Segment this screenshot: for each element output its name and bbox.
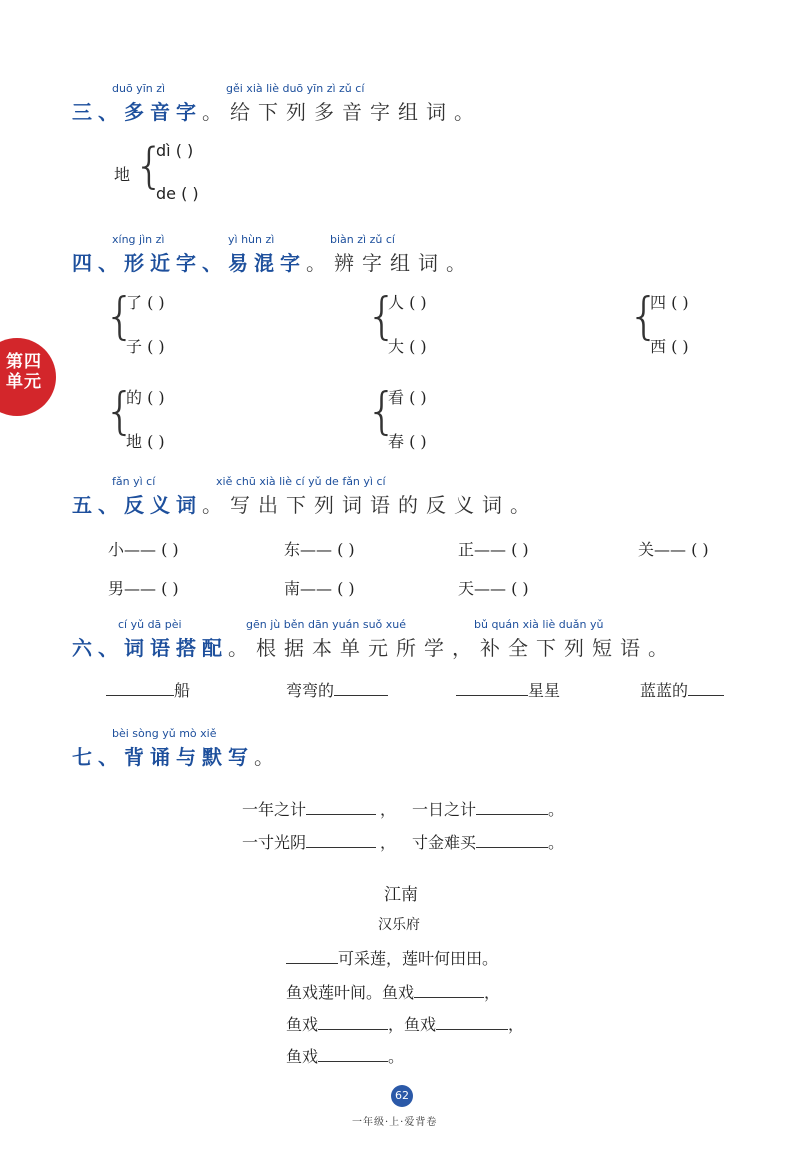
s7-line-1-c: 一日之计 [412, 800, 477, 819]
s7-blank-2[interactable] [476, 798, 548, 815]
s6-phrase-4 [640, 678, 724, 701]
s6-pinyin-b: gēn jù běn dān yuán suǒ xué [246, 618, 407, 631]
s4-pair-2-b: 大 ( ) [388, 337, 427, 356]
s7-line-2-a: 一寸光阴 [242, 833, 307, 852]
unit-badge-line2: 单元 [6, 372, 42, 392]
s4-pair-5-a: 看 ( ) [388, 388, 427, 407]
s5-item-4: 关—— ( ) [638, 540, 709, 559]
poem-blank-3[interactable] [318, 1013, 388, 1030]
s6-label: 六、词语搭配 [72, 636, 228, 660]
s5-item-3: 正—— ( ) [458, 540, 529, 559]
s7-line-1-b: ， [380, 800, 397, 819]
s6-pinyin-a: cí yǔ dā pèi [118, 618, 182, 631]
poem-line-2-b: 。鱼戏 [366, 983, 415, 1002]
s5-pinyin-b: xiě chū xià liè cí yǔ de fǎn yì cí [216, 475, 386, 488]
s3-pinyin-a: duō yīn zì [112, 82, 166, 95]
poem-line-1-text: 可采莲，莲叶何田田。 [338, 949, 499, 968]
s6-phrase-1 [106, 678, 190, 701]
poem-line-4-b: 。 [388, 1047, 405, 1066]
s4-brace-1: { [104, 287, 136, 345]
s5-item-6: 南—— ( ) [284, 579, 355, 598]
s7-instruction: 。 [254, 745, 282, 769]
s7-line-2 [242, 830, 564, 853]
s6-instruction: 。根据本单元所学，补全下列短语。 [228, 636, 676, 660]
s5-item-1: 小—— ( ) [108, 540, 179, 559]
s3-pinyin-b: gěi xià liè duō yīn zì zǔ cí [226, 82, 365, 95]
poem-line-2-a: 鱼戏莲叶间 [286, 983, 367, 1002]
s4-pinyin-a: xíng jìn zì [112, 233, 165, 246]
poem-line-3-c: ， [508, 1015, 525, 1034]
s4-pair-2-a: 人 ( ) [388, 293, 427, 312]
s4-brace-3: { [628, 287, 660, 345]
s4-heading [72, 247, 474, 276]
s7-line-2-d: 。 [548, 833, 565, 852]
s4-label: 四、形近字、易混字 [72, 251, 306, 275]
s4-pair-4-a: 的 ( ) [126, 388, 165, 407]
s3-reading-2: de ( ) [156, 184, 199, 203]
s6-word-2: 弯弯的 [286, 681, 335, 700]
poem-line-2-c: ， [484, 983, 501, 1002]
page-number: 62 [391, 1085, 413, 1107]
s7-line-1 [242, 797, 564, 820]
s6-heading [72, 632, 676, 661]
s7-line-2-c: 寸金难买 [412, 833, 477, 852]
poem-line-3-a: 鱼戏 [286, 1015, 319, 1034]
s5-label: 五、反义词 [72, 493, 202, 517]
book-title: 一年级·上·爱背卷 [352, 1117, 438, 1128]
s7-line-1-d: 。 [548, 800, 565, 819]
s7-blank-3[interactable] [306, 831, 376, 848]
s4-pair-1-a: 了 ( ) [126, 293, 165, 312]
poem-line-4-a: 鱼戏 [286, 1047, 319, 1066]
s3-instruction: 。给下列多音字组词。 [202, 100, 482, 124]
s4-instruction: 。辨字组词。 [306, 251, 474, 275]
unit-badge [0, 338, 56, 416]
s4-pair-4-b: 地 ( ) [126, 432, 165, 451]
poem-blank-2[interactable] [414, 981, 484, 998]
poem-author: 汉乐府 [378, 917, 420, 933]
s6-word-1: 船 [174, 681, 191, 700]
s3-label: 三、多音字 [72, 100, 202, 124]
s3-heading [72, 96, 482, 125]
s4-pair-5-b: 春 ( ) [388, 432, 427, 451]
s5-pinyin-a: fǎn yì cí [112, 475, 156, 488]
s7-blank-1[interactable] [306, 798, 376, 815]
s4-pair-3-a: 四 ( ) [650, 293, 689, 312]
poem-title: 江南 [384, 885, 418, 905]
s6-word-3: 星星 [528, 681, 561, 700]
s5-item-5: 男—— ( ) [108, 579, 179, 598]
s6-blank-1[interactable] [106, 679, 174, 696]
s4-pinyin-c: biàn zì zǔ cí [330, 233, 395, 246]
s6-blank-3[interactable] [456, 679, 528, 696]
s4-pinyin-b: yì hùn zì [228, 233, 275, 246]
s5-item-2: 东—— ( ) [284, 540, 355, 559]
poem-line-4 [286, 1044, 404, 1067]
s4-brace-2: { [366, 287, 398, 345]
s4-pair-1-b: 子 ( ) [126, 337, 165, 356]
s3-reading-1: dì ( ) [156, 141, 194, 160]
s5-item-7: 天—— ( ) [458, 579, 529, 598]
s6-blank-2[interactable] [334, 679, 388, 696]
s3-char: 地 [114, 165, 131, 184]
s6-blank-4[interactable] [688, 679, 724, 696]
poem-line-3 [286, 1012, 524, 1035]
s5-heading [72, 489, 538, 518]
s7-blank-4[interactable] [476, 831, 548, 848]
s4-brace-5: { [366, 382, 398, 440]
poem-line-1 [286, 946, 498, 969]
unit-badge-line1: 第四 [6, 352, 42, 372]
s7-label: 七、背诵与默写 [72, 745, 254, 769]
s5-instruction: 。写出下列词语的反义词。 [202, 493, 538, 517]
poem-blank-4[interactable] [436, 1013, 508, 1030]
s7-line-1-a: 一年之计 [242, 800, 307, 819]
poem-blank-1[interactable] [286, 947, 338, 964]
s4-pair-3-b: 西 ( ) [650, 337, 689, 356]
s3-brace: { [134, 138, 165, 194]
s6-pinyin-c: bǔ quán xià liè duǎn yǔ [474, 618, 604, 631]
s6-phrase-2 [286, 678, 388, 701]
poem-blank-5[interactable] [318, 1045, 388, 1062]
s7-heading [72, 741, 282, 770]
s6-phrase-3 [456, 678, 560, 701]
s6-word-4: 蓝蓝的 [640, 681, 689, 700]
poem-line-3-b: ，鱼戏 [388, 1015, 437, 1034]
s4-brace-4: { [104, 382, 136, 440]
s7-line-2-b: ， [380, 833, 397, 852]
s7-pinyin-a: bèi sòng yǔ mò xiě [112, 727, 217, 740]
poem-line-2 [286, 980, 500, 1003]
